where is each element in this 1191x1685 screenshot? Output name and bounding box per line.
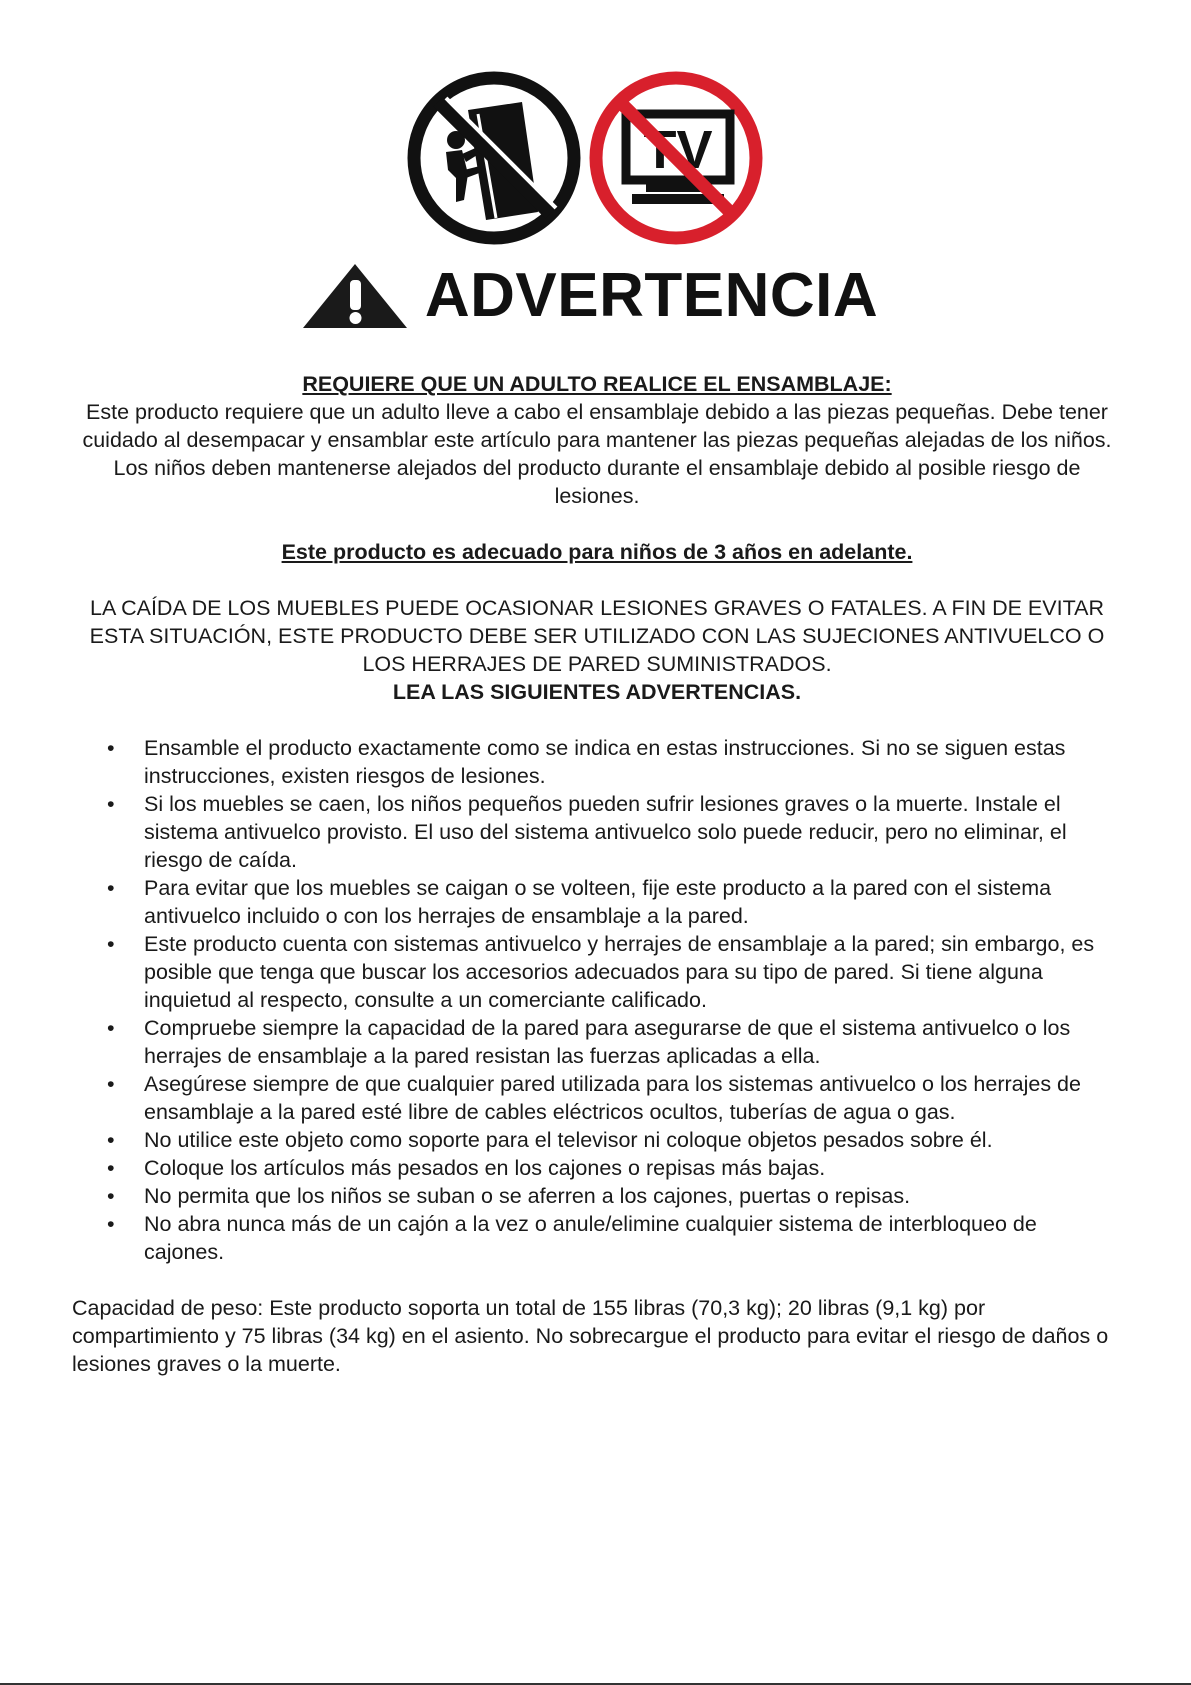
age-notice: Este producto es adecuado para niños de 3 años en adelante. xyxy=(281,540,913,564)
tv-label: TV xyxy=(642,120,713,180)
list-item: • Compruebe siempre la capacidad de la pared para asegurarse de que el sistema antivuelco o los herrajes de ensamblaje a la pared resistan las fuerzas aplicadas a ella. xyxy=(107,1016,1071,1068)
adult-assembly-section xyxy=(72,370,1122,510)
page-title: ADVERTENCIA xyxy=(424,261,879,330)
list-item: • No abra nunca más de un cajón a la vez o anule/elimine cualquier sistema de interbloqueo de cajones. xyxy=(107,1212,1037,1264)
list-item: • No permita que los niños se suban o se aferren a los cajones, puertas o repisas. xyxy=(107,1184,911,1208)
bullet: • xyxy=(107,1212,115,1236)
list-item: • No utilice este objeto como soporte para el televisor ni coloque objetos pesados sobre él. xyxy=(107,1128,993,1152)
list-item: • Para evitar que los muebles se caigan o se volteen, fije este producto a la pared con el sistema antivuelco incluido o con los herrajes de ensamblaje a la pared. xyxy=(107,876,1052,928)
bullet: • xyxy=(107,932,115,956)
list-item: • Coloque los artículos más pesados en los cajones o repisas más bajas. xyxy=(107,1156,826,1180)
list-item: • Si los muebles se caen, los niños pequeños pueden sufrir lesiones graves o la muerte. Instale el sistema antivuelco provisto. El uso del sistema antivuelco solo puede reducir, pero no eliminar, el riesgo de caída. xyxy=(107,792,1067,872)
adult-assembly-title: REQUIERE QUE UN ADULTO REALICE EL ENSAMBLAJE: xyxy=(302,372,892,396)
warning-triangle-icon xyxy=(301,262,409,330)
list-item: • Este producto cuenta con sistemas antivuelco y herrajes de ensamblaje a la pared; sin embargo, es posible que tenga que buscar los accesorios adecuados para su tipo de pared. Si tiene alguna inquietud al respecto, consulte a un comerciante calificado. xyxy=(107,932,1095,1012)
adult-assembly-text: Este producto requiere que un adulto lleve a cabo el ensamblaje debido a las piezas pequeñas. Debe tener cuidado al desempacar y ensamblar este artículo para mantener las piezas pequeñas alejadas de los niños. Los niños deben mantenerse alejados del producto durante el ensamblaje debido al posible riesgo de lesiones. xyxy=(82,400,1112,508)
bullet: • xyxy=(107,736,115,760)
no-climbing-icon xyxy=(406,70,582,246)
bullet: • xyxy=(107,876,115,900)
no-tv-icon xyxy=(588,70,764,246)
tipover-section xyxy=(72,594,1122,706)
bullet: • xyxy=(107,1072,115,1096)
prohibition-icons xyxy=(0,70,1191,246)
bullet: • xyxy=(107,1156,115,1180)
list-item: • Ensamble el producto exactamente como se indica en estas instrucciones. Si no se siguen estas instrucciones, existen riesgos de lesiones. xyxy=(107,736,1066,788)
warnings-list xyxy=(72,734,1122,1266)
tipover-warning-text: LA CAÍDA DE LOS MUEBLES PUEDE OCASIONAR LESIONES GRAVES O FATALES. A FIN DE EVITAR ESTA SITUACIÓN, ESTE PRODUCTO DEBE SER UTILIZADO CON LAS SUJECIONES ANTIVUELCO O LOS HERRAJES DE PARED SUMINISTRADOS. xyxy=(89,596,1105,676)
bullet: • xyxy=(107,792,115,816)
warning-heading xyxy=(0,262,1191,330)
bullet: • xyxy=(107,1016,115,1040)
bullet: • xyxy=(107,1128,115,1152)
read-warnings-heading: LEA LAS SIGUIENTES ADVERTENCIAS. xyxy=(392,680,802,704)
list-item: • Asegúrese siempre de que cualquier pared utilizada para los sistemas antivuelco o los herrajes de ensamblaje a la pared esté libre de cables eléctricos ocultos, tuberías de agua o gas. xyxy=(107,1072,1081,1124)
document-body xyxy=(72,370,1122,1378)
weight-capacity-text: Capacidad de peso: Este producto soporta un total de 155 libras (70,3 kg); 20 libras (9,1 kg) por compartimiento y 75 libras (34 kg) en el asiento. No sobrecargue el producto para evitar el riesgo de daños o lesiones graves o la muerte. xyxy=(72,1296,1109,1376)
bullet: • xyxy=(107,1184,115,1208)
